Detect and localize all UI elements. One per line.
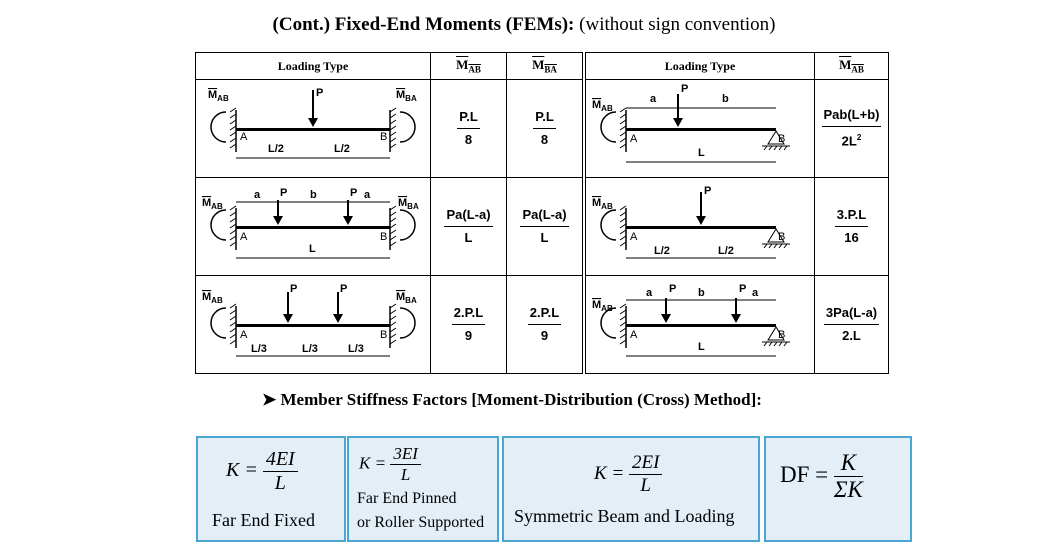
label-p1: P: [290, 283, 298, 295]
mba-value: $\frac{2.P.L}{9}$: [507, 276, 583, 374]
label-mba: $M_{BA}$: [396, 89, 417, 103]
mab-value: $\frac{Pa(L-a)}{L}$: [431, 178, 507, 276]
label-a1: a: [254, 189, 261, 201]
label-mab: $M_{AB}$: [202, 291, 223, 305]
label-a: A: [240, 231, 248, 243]
loading-diagram: [586, 276, 815, 374]
label-dim-3: L/3: [348, 343, 364, 355]
label-p1: P: [280, 187, 288, 199]
formula-box-far-end-fixed: [196, 436, 346, 542]
label-mab: $M_{AB}$: [592, 99, 613, 113]
label-b: B: [380, 329, 388, 341]
mab-value: $\frac{P.L}{8}$: [431, 80, 507, 178]
label-mab: $M_{AB}$: [592, 299, 613, 313]
label-dim-1: L/3: [251, 343, 267, 355]
label-p: P: [704, 185, 712, 197]
label-a: A: [240, 329, 248, 341]
beam: [626, 128, 776, 131]
moment-arrow-left-icon: [211, 112, 226, 142]
fixed-support-left: [620, 206, 626, 250]
label-a: A: [630, 133, 638, 145]
label-p: P: [316, 87, 324, 99]
fem-table-right: [585, 52, 889, 374]
caption: Symmetric Beam and Loading: [514, 506, 735, 526]
label-a2: a: [752, 287, 759, 299]
fem-table-left: [195, 52, 583, 374]
header-loading-type: Loading Type: [196, 53, 431, 80]
mba-value: $\frac{Pa(L-a)}{L}$: [507, 178, 583, 276]
roller-support-icon: [762, 131, 790, 150]
label-mba: $M_{BA}$: [396, 291, 417, 305]
formula-box-symmetric: [502, 436, 760, 542]
label-a1: a: [646, 287, 653, 299]
roller-support-icon: [762, 229, 790, 248]
fixed-support-left: [230, 304, 236, 348]
label-dim-2: L/2: [334, 143, 350, 155]
label-b: B: [778, 231, 786, 243]
label-p2: P: [350, 187, 358, 199]
beam: [626, 324, 776, 327]
loading-diagram: [196, 276, 431, 374]
moment-arrow-right-icon: [400, 210, 415, 240]
label-b: B: [380, 231, 388, 243]
label-b: B: [778, 329, 786, 341]
moment-arrow-left-icon: [211, 210, 226, 240]
fixed-support-right: [390, 304, 396, 348]
beam: [236, 324, 390, 327]
formula-box-distribution-factor: [764, 436, 912, 542]
label-dim-2: L/3: [302, 343, 318, 355]
label-p2: P: [739, 283, 747, 295]
caption-line-1: Far End Pinned: [357, 490, 457, 507]
formula-box-far-end-pinned: [347, 436, 499, 542]
label-a: A: [630, 329, 638, 341]
label-dim-1: L/2: [654, 245, 670, 257]
label-b: B: [778, 133, 786, 145]
label-a: A: [240, 131, 248, 143]
label-l: L: [698, 341, 705, 353]
label-l: L: [309, 243, 316, 255]
formula: K = $\frac{2EI}{L}$: [594, 452, 662, 497]
beam: [236, 226, 390, 229]
bullet-arrow-icon: ➤: [262, 390, 281, 409]
mab-value: $\frac{3Pa(L-a)}{2.L}$: [815, 276, 889, 374]
label-b-dim: b: [310, 189, 317, 201]
mab-value: $\frac{2.P.L}{9}$: [431, 276, 507, 374]
label-mab: $M_{AB}$: [202, 197, 223, 211]
label-l: L: [698, 147, 705, 159]
label-a: A: [630, 231, 638, 243]
page-title: (Cont.) Fixed-End Moments (FEMs): (without sign convention): [272, 14, 776, 35]
formula: DF = $\frac{K}{\Sigma K}$: [780, 450, 863, 502]
label-p2: P: [340, 283, 348, 295]
moment-arrow-left-icon: [601, 210, 616, 240]
formula: K = $\frac{4EI}{L}$: [226, 448, 298, 495]
label-dim-2: L/2: [718, 245, 734, 257]
mab-value: $\frac{\text{Pab(L+b)}}{2L^2}$: [815, 80, 889, 178]
fixed-support-left: [230, 206, 236, 250]
loading-diagram: [196, 178, 431, 276]
label-a-dim: a: [650, 93, 657, 105]
label-p: P: [681, 83, 689, 95]
loading-diagram: [586, 80, 815, 178]
moment-arrow-left-icon: [211, 308, 226, 338]
moment-arrow-right-icon: [400, 308, 415, 338]
beam: [626, 226, 776, 229]
loading-diagram: [196, 80, 431, 178]
loading-diagram: [586, 178, 815, 276]
label-b-dim: b: [698, 287, 705, 299]
mab-value: $\frac{3.P.L}{16}$: [815, 178, 889, 276]
label-b-dim: b: [722, 93, 729, 105]
label-p1: P: [669, 283, 677, 295]
mba-value: $\frac{P.L}{8}$: [507, 80, 583, 178]
caption: Far End Fixed: [212, 510, 315, 530]
fixed-support-right: [390, 206, 396, 250]
label-b: B: [380, 131, 388, 143]
fixed-support-right: [390, 108, 396, 152]
roller-support-icon: [762, 327, 790, 346]
label-mba: $M_{BA}$: [398, 197, 419, 211]
header-mab: $M_{AB}$: [815, 53, 889, 80]
header-loading-type: Loading Type: [586, 53, 815, 80]
formula: K = $\frac{3EI}{L}$: [359, 444, 421, 485]
label-mab: $M_{AB}$: [592, 197, 613, 211]
header-mba: $M_{BA}$: [507, 53, 583, 80]
moment-arrow-right-icon: [400, 112, 415, 142]
fixed-support-left: [620, 304, 626, 348]
beam: [236, 128, 390, 131]
caption-line-2: or Roller Supported: [357, 514, 485, 531]
fixed-support-left: [620, 108, 626, 152]
label-mab: $M_{AB}$: [208, 89, 229, 103]
section-heading: ➤ Member Stiffness Factors [Moment-Distribution (Cross) Method]:: [262, 390, 762, 409]
fixed-support-left: [230, 108, 236, 152]
label-a2: a: [364, 189, 371, 201]
moment-arrow-left-icon: [601, 112, 616, 142]
header-mab: $M_{AB}$: [431, 53, 507, 80]
label-dim-1: L/2: [268, 143, 284, 155]
